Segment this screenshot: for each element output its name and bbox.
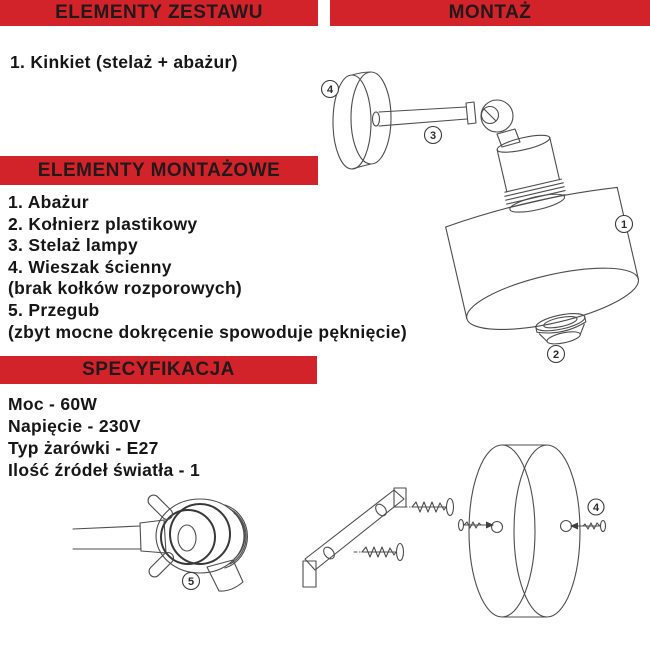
part-label-canopy (322, 81, 339, 98)
joint-front-view (73, 493, 247, 591)
screw-icon (354, 544, 404, 561)
lamp-arm-drawing (379, 102, 476, 126)
mounting-list-item-4: 4. Wieszak ścienny (8, 256, 172, 277)
spec-light-sources: Ilość źródeł światła - 1 (8, 460, 200, 480)
screw-arrow-icon (459, 520, 495, 531)
mounting-list-item-1: 1. Abażur (8, 192, 89, 212)
svg-text:2: 2 (552, 349, 560, 361)
mounting-list-note-5: (zbyt mocne dokręcenie spowoduje pęknięcie) (8, 321, 407, 342)
mounting-list-item-5: 5. Przegub (8, 299, 100, 320)
svg-text:1: 1 (620, 219, 628, 231)
screw-arrow-icon (570, 521, 606, 532)
svg-text:4: 4 (592, 502, 600, 514)
joint-knob (207, 560, 243, 591)
kit-item: 1. Kinkiet (stelaż + abażur) (10, 52, 238, 72)
svg-text:3: 3 (429, 130, 437, 142)
svg-text:5: 5 (187, 576, 195, 588)
joint-socket-drawing (481, 100, 568, 216)
spec-power: Moc - 60W (8, 394, 98, 414)
banner-specyfikacja: SPECYFIKACJA (0, 356, 317, 384)
part-label-joint (183, 573, 200, 590)
part-label-collar (548, 346, 565, 363)
mounting-list-item-2: 2. Kołnierz plastikowy (8, 213, 198, 234)
mounting-list-item-3: 3. Stelaż lampy (8, 235, 138, 256)
bracket-drawing (303, 488, 454, 587)
screw-icon (404, 499, 454, 516)
lampshade-drawing (445, 183, 644, 342)
spec-bulb-type: Typ żarówki - E27 (8, 438, 159, 458)
banner-elementy-montazowe: ELEMENTY MONTAŻOWE (0, 156, 318, 185)
part-label-canopy-view (588, 499, 604, 515)
assembly-diagram (322, 72, 644, 363)
mounting-list-note-4: (brak kołków rozporowych) (8, 278, 243, 299)
part-label-arm (425, 127, 442, 144)
banner-elementy-zestawu: ELEMENTY ZESTAWU (0, 0, 318, 26)
part-label-shade (616, 216, 633, 233)
svg-text:4: 4 (326, 84, 334, 96)
canopy-ring-drawing (459, 445, 606, 617)
spec-voltage: Napięcie - 230V (8, 416, 141, 436)
wall-canopy-drawing (333, 72, 391, 169)
banner-montaz: MONTAŻ (330, 0, 650, 26)
